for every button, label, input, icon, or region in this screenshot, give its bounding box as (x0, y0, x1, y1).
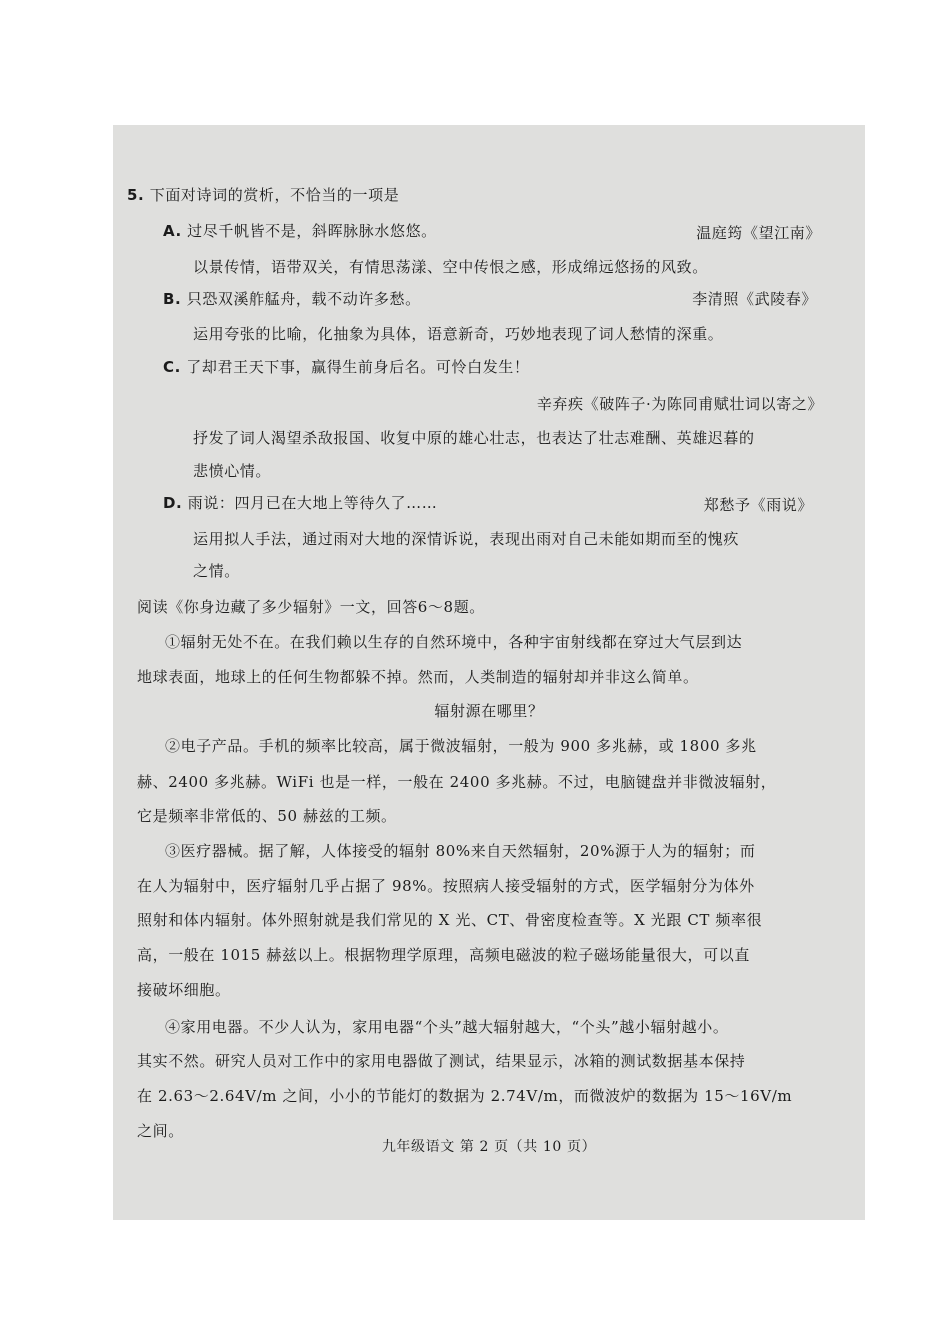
option-label: C. (163, 358, 181, 376)
option-b-source: 李清照《武陵春》 (692, 290, 817, 308)
reading-instruction: 阅读《你身边藏了多少辐射》一文，回答6～8题。 (137, 598, 485, 616)
option-d-analysis-line2: 之情。 (193, 562, 240, 580)
option-a-poem (163, 221, 437, 241)
option-label: B. (163, 290, 182, 308)
option-a-analysis: 以景传情，语带双关，有情思荡漾、空中传恨之感，形成绵远悠扬的风致。 (193, 258, 708, 276)
paragraph-4-line4: 之间。 (137, 1122, 184, 1140)
option-c-source: 辛弃疾《破阵子·为陈同甫赋壮词以寄之》 (536, 395, 823, 413)
paragraph-2-line3: 它是频率非常低的、50 赫兹的工频。 (137, 807, 397, 825)
paragraph-2-line1: ②电子产品。手机的频率比较高，属于微波辐射，一般为 900 多兆赫，或 1800 多兆 (165, 737, 757, 755)
option-label: D. (163, 494, 183, 512)
option-a-source: 温庭筠《望江南》 (696, 224, 821, 242)
paragraph-3-line3: 照射和体内辐射。体外照射就是我们常见的 X 光、CT、骨密度检查等。X 光跟 CT 频率很 (137, 911, 763, 929)
paragraph-3-line1: ③医疗器械。据了解，人体接受的辐射 80%来自天然辐射，20%源于人为的辐射；而 (165, 842, 756, 860)
option-d-source: 郑愁予《雨说》 (703, 496, 813, 514)
option-c-poem (163, 357, 530, 377)
paragraph-3-line2: 在人为辐射中，医疗辐射几乎占据了 98%。按照病人接受辐射的方式，医学辐射分为体外 (137, 877, 755, 895)
poem-line: 了却君王天下事，赢得生前身后名。可怜白发生！ (186, 358, 530, 376)
poem-line: 雨说：四月已在大地上等待久了…… (187, 494, 438, 512)
paragraph-2-line2: 赫、2400 多兆赫。WiFi 也是一样，一般在 2400 多兆赫。不过，电脑键盘并非微波辐射， (137, 773, 777, 791)
exam-page (113, 125, 865, 1220)
question-text: 下面对诗词的赏析，不恰当的一项是 (149, 186, 400, 204)
option-label: A. (163, 222, 182, 240)
paragraph-3-line5: 接破坏细胞。 (137, 981, 231, 999)
paragraph-4-line3: 在 2.63～2.64V/m 之间，小小的节能灯的数据为 2.74V/m，而微波炉的数据为 15～16V/m (137, 1087, 793, 1105)
option-d-poem (163, 493, 437, 513)
question-5-stem (127, 185, 399, 205)
poem-line: 过尽千帆皆不是，斜晖脉脉水悠悠。 (187, 222, 437, 240)
paragraph-4-line2: 其实不然。研究人员对工作中的家用电器做了测试，结果显示，冰箱的测试数据基本保持 (137, 1052, 746, 1070)
question-number: 5. (127, 186, 145, 204)
option-b-analysis: 运用夸张的比喻，化抽象为具体，语意新奇，巧妙地表现了词人愁情的深重。 (193, 325, 724, 343)
paragraph-4-line1: ④家用电器。不少人认为，家用电器“个头”越大辐射越大，“个头”越小辐射越小。 (165, 1018, 729, 1036)
paragraph-1-line2: 地球表面，地球上的任何生物都躲不掉。然而，人类制造的辐射却并非这么简单。 (137, 668, 699, 686)
paragraph-3-line4: 高，一般在 1015 赫兹以上。根据物理学原理，高频电磁波的粒子磁场能量很大，可以直 (137, 946, 750, 964)
option-b-poem (163, 289, 421, 309)
paragraph-1-line1: ①辐射无处不在。在我们赖以生存的自然环境中，各种宇宙射线都在穿过大气层到达 (165, 633, 743, 651)
page-footer: 九年级语文 第 2 页（共 10 页） (381, 1139, 597, 1155)
section-subtitle: 辐射源在哪里？ (434, 702, 544, 720)
option-c-analysis-line1: 抒发了词人渴望杀敌报国、收复中原的雄心壮志，也表达了壮志难酬、英雄迟暮的 (193, 429, 755, 447)
option-c-analysis-line2: 悲愤心情。 (193, 462, 272, 480)
poem-line: 只恐双溪舴艋舟，载不动许多愁。 (186, 290, 421, 308)
option-d-analysis-line1: 运用拟人手法，通过雨对大地的深情诉说，表现出雨对自己未能如期而至的愧疚 (193, 530, 740, 548)
